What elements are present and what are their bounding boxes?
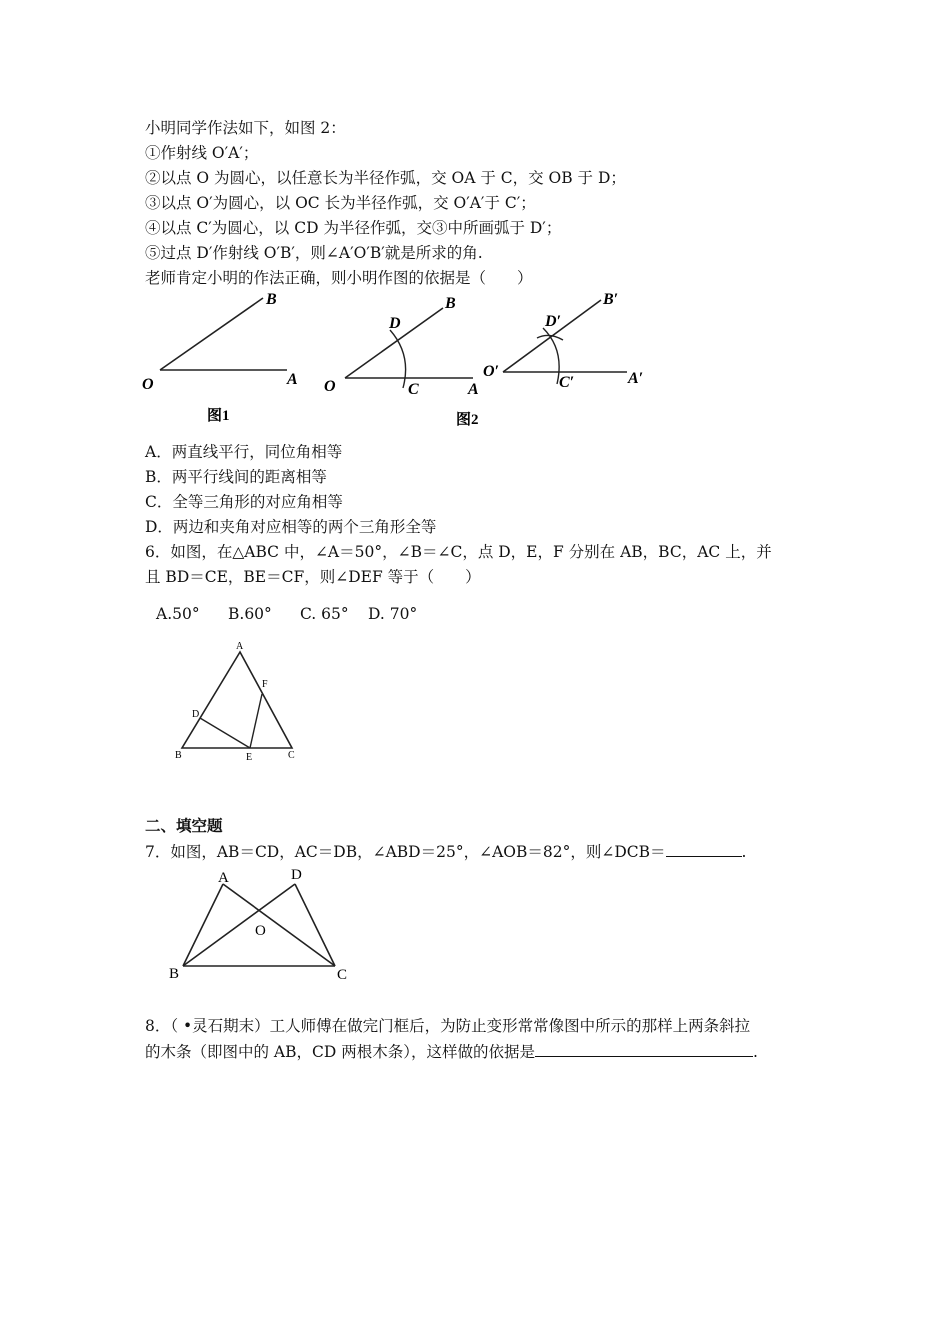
q6-line-1: 6．如图，在△ABC 中，∠A＝50°，∠B＝∠C，点 D，E，F 分别在 AB，BC，AC 上，并 xyxy=(145,543,772,561)
q5-step-4: ④以点 C′为圆心，以 CD 为半径作弧，交③中所画弧于 D′； xyxy=(145,219,562,237)
fig2-label-D: D xyxy=(389,315,401,332)
fig2-label-B: B xyxy=(445,295,456,312)
q7-question: 7．如图，AB＝CD，AC＝DB，∠ABD＝25°，∠AOB＝82°，则∠DCB＝ xyxy=(145,843,666,861)
fig2-label-C: C xyxy=(408,381,419,398)
fig2-label-C-prime: C′ xyxy=(559,374,575,391)
q5-step-3: ③以点 O′为圆心，以 OC 长为半径作弧，交 O′A′于 C′； xyxy=(145,194,536,212)
figure-2-right xyxy=(483,291,643,391)
q5-option-b: B．两平行线间的距离相等 xyxy=(145,468,327,486)
q6-option-d: D. 70° xyxy=(368,605,418,623)
q7-label-A: A xyxy=(218,870,229,886)
q5-option-c: C．全等三角形的对应角相等 xyxy=(145,493,343,511)
q5-figures xyxy=(135,290,675,430)
q8-line-2-wrap xyxy=(145,1042,758,1062)
q6-figure xyxy=(170,638,310,766)
q6-option-c: C. 65° xyxy=(300,605,349,623)
q6-option-a: A.50° xyxy=(156,605,200,623)
fig1-label-O: O xyxy=(142,376,154,393)
q7-end: . xyxy=(741,843,747,861)
figure-1 xyxy=(142,291,298,424)
q5-step-2: ②以点 O 为圆心，以任意长为半径作弧，交 OA 于 C，交 OB 于 D； xyxy=(145,169,626,187)
q7-label-O: O xyxy=(255,923,266,939)
q8-end: . xyxy=(752,1043,758,1061)
q8-line-2: 的木条（即图中的 AB，CD 两根木条），这样做的依据是 xyxy=(145,1043,535,1061)
fig2-label-O: O xyxy=(324,378,336,395)
q6-option-b: B.60° xyxy=(228,605,272,623)
section-title: 二、填空题 xyxy=(145,816,223,835)
q7-label-C: C xyxy=(337,967,348,983)
q6-label-C: C xyxy=(288,750,295,761)
q7-text xyxy=(145,842,746,862)
q5-intro: 小明同学作法如下，如图 2： xyxy=(145,119,346,137)
fig2-caption: 图2 xyxy=(456,412,479,428)
q8-line-1: 8．（ •灵石期末）工人师傅在做完门框后，为防止变形常常像图中所示的那样上两条斜拉 xyxy=(145,1017,751,1035)
q6-line-2: 且 BD＝CE，BE＝CF，则∠DEF 等于（ ） xyxy=(145,568,481,586)
fig2-label-A-prime: A′ xyxy=(628,370,644,387)
fig2-label-D-prime: D′ xyxy=(545,313,562,330)
fig1-label-A: A xyxy=(287,371,298,388)
q6-label-D: D xyxy=(192,709,200,720)
fig1-label-B: B xyxy=(266,291,277,308)
fig2-label-O-prime: O′ xyxy=(483,363,500,380)
fig2-label-A: A xyxy=(468,381,479,398)
q6-label-E: E xyxy=(246,752,253,763)
q7-label-B: B xyxy=(169,966,180,982)
fig2-label-B-prime: B′ xyxy=(603,291,619,308)
q5-step-1: ①作射线 O′A′； xyxy=(145,144,259,162)
figure-2-left xyxy=(324,295,479,398)
q5-option-a: A．两直线平行，同位角相等 xyxy=(145,443,343,461)
q5-step-5: ⑤过点 D′作射线 O′B′，则∠A′O′B′就是所求的角. xyxy=(145,244,483,262)
q5-question: 老师肯定小明的作法正确，则小明作图的依据是（ ） xyxy=(145,269,533,287)
q7-figure xyxy=(165,862,360,984)
q6-label-F: F xyxy=(262,679,268,690)
q6-label-B: B xyxy=(175,750,182,761)
q6-label-A: A xyxy=(236,641,244,652)
q7-answer-blank[interactable] xyxy=(666,842,742,857)
q5-option-d: D．两边和夹角对应相等的两个三角形全等 xyxy=(145,518,437,536)
fig1-caption: 图1 xyxy=(207,408,230,424)
q8-answer-blank[interactable] xyxy=(535,1042,753,1057)
q7-label-D: D xyxy=(291,867,302,883)
